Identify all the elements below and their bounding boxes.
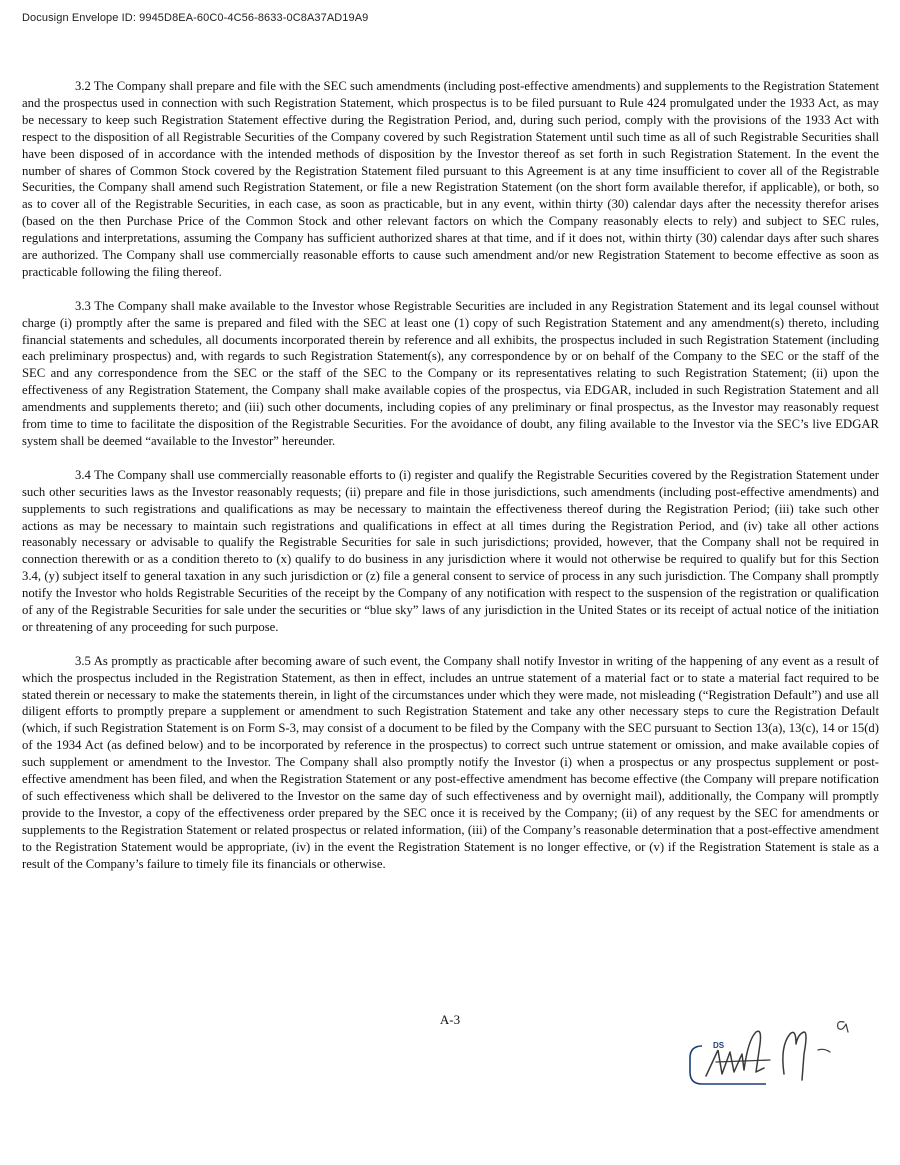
initials-signature-drawing: [686, 1010, 866, 1090]
docusign-envelope-id: Docusign Envelope ID: 9945D8EA-60C0-4C56-8633-0C8A37AD19A9: [22, 12, 369, 24]
docusign-initials-stamp: [686, 1010, 866, 1090]
section-3-4-paragraph: 3.4 The Company shall use commercially reasonable efforts to (i) register and qualify the Registrable Securities covered by the Registration Statement under such other securities laws as the Investor reasonably requests; (ii) prepare and file in those jurisdictions, such amendments (including post-effective amendments) and supplements to such registrations and qualifications as may be necessary to maintain the effectiveness thereof during the Registration Period; (iii) take such other actions as may be necessary to maintain such registrations and qualifications in effect at all times during the Registration Period, and (iv) take all other actions reasonably necessary or advisable to qualify the Registrable Securities for sale in such jurisdictions; provided, however, that the Company shall not be required in connection therewith or as a condition thereto to (x) qualify to do business in any jurisdiction where it would not otherwise be required to qualify but for this Section 3.4, (y) subject itself to general taxation in any such jurisdiction or (z) file a general consent to service of process in any such jurisdiction. The Company shall promptly notify the Investor who holds Registrable Securities of the receipt by the Company of any notification with respect to the suspension of the registration or qualification of any of the Registrable Securities for sale under the securities or “blue sky” laws of any jurisdiction in the United States or its receipt of actual notice of the initiation or threatening of any proceeding for such purpose.: [22, 467, 879, 634]
page-number: A-3: [439, 1012, 461, 1027]
ds-frame-bracket: [690, 1046, 766, 1084]
section-3-3-paragraph: 3.3 The Company shall make available to the Investor whose Registrable Securities are included in any Registration Statement and its legal counsel without charge (i) promptly after the same is prepared and filed with the SEC at least one (1) copy of such Registration Statement and any amendment(s) thereto, including financial statements and schedules, all documents incorporated therein by reference and all exhibits, the prospectus included in such Registration Statement (including each preliminary prospectus) and, with regards to such Registration Statement(s), any correspondence by or on behalf of the Company to the SEC or the staff of the SEC and any correspondence from the SEC or the staff of the SEC to the Company or its representatives relating to such Registration Statement; (ii) upon the effectiveness of any Registration Statement, the Company shall make available copies of the prospectus, via EDGAR, included in such Registration Statement and all amendments and supplements thereto; and (iii) such other documents, including copies of any preliminary or final prospectus, as the Investor may reasonably request from time to time to facilitate the disposition of the Registrable Securities. For the avoidance of doubt, any filing available to the Investor via the SEC’s live EDGAR system shall be deemed “available to the Investor” hereunder.: [22, 298, 879, 449]
initials-scribble-tail: [818, 1049, 830, 1052]
document-body: [22, 78, 879, 889]
section-3-2-paragraph: 3.2 The Company shall prepare and file with the SEC such amendments (including post-effective amendments) and supplements to the Registration Statement and the prospectus used in connection with such Registration Statement, which prospectus is to be filed pursuant to Rule 424 promulgated under the 1933 Act, as may be necessary to keep such Registration Statement effective during the Registration Period, and, during such period, comply with the provisions of the 1933 Act with respect to the disposition of all Registrable Securities of the Company covered by such Registration Statement until such time as all of such Registrable Securities shall have been disposed of in accordance with the intended methods of disposition by the Investor thereof as set forth in such Registration Statement. In the event the number of shares of Common Stock covered by the Registration Statement filed pursuant to this Agreement is at any time insufficient to cover all of the Registrable Securities, the Company shall amend such Registration Statement, or file a new Registration Statement (on the short form available therefor, if applicable), or both, so as to cover all of the Registrable Securities, in each case, as soon as practicable, but in any event, within thirty (30) calendar days after the necessity therefor arises (based on the then Purchase Price of the Common Stock and other relevant factors on which the Company reasonably elects to rely) and subject to SEC rules, regulations and interpretations, assuming the Company has sufficient authorized shares at that time, and if it does not, within thirty (30) calendar days after such shares are authorized. The Company shall use commercially reasonable efforts to cause such amendment and/or new Registration Statement to become effective as soon as practicable following the filing thereof.: [22, 79, 879, 279]
initials-scribble-a: [838, 1022, 848, 1032]
ds-label: DS: [713, 1041, 725, 1050]
initials-scribble-m: [783, 1032, 806, 1080]
initials-scribble-left: [706, 1031, 764, 1076]
section-3-5-paragraph: 3.5 As promptly as practicable after becoming aware of such event, the Company shall notify Investor in writing of the happening of any event as a result of which the prospectus included in the Registration Statement, as then in effect, includes an untrue statement of a material fact or to state a material fact required to be stated therein or necessary to make the statements therein, in light of the circumstances under which they were made, not misleading (“Registration Default”) and use all diligent efforts to promptly prepare a supplement or amendment to such Registration Statement and take any other necessary steps to cure the Registration Default (which, if such Registration Statement is on Form S-3, may consist of a document to be filed by the Company with the SEC pursuant to Section 13(a), 13(c), 14 or 15(d) of the 1934 Act (as defined below) and to be incorporated by reference in the prospectus) to correct such untrue statement or omission, and make available copies of such supplement or amendment to the Investor. The Company shall also promptly notify the Investor (i) when a prospectus or any prospectus supplement or post-effective amendment has been filed, and when the Registration Statement or any post-effective amendment has become effective (the Company will prepare notification of such effectiveness which shall be delivered to the Investor on the same day of such effectiveness and by overnight mail), additionally, the Company will promptly provide to the Investor, a copy of the effectiveness order prepared by the SEC once it is received by the Company; (ii) of any request by the SEC for amendments or supplements to the Registration Statement or related prospectus or related information, (iii) of the Company’s reasonable determination that a post-effective amendment to the Registration Statement would be appropriate, (iv) in the event the Registration Statement is no longer effective, or (v) if the Registration Statement is stale as a result of the Company’s failure to timely file its financials or otherwise.: [22, 653, 879, 871]
